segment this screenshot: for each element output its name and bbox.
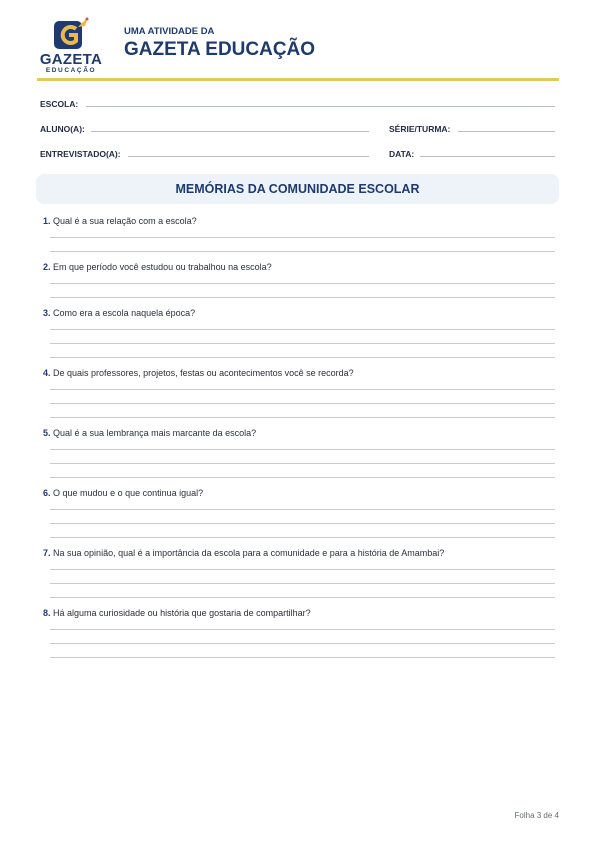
answer-line[interactable]: [50, 357, 555, 358]
question-text: Há alguma curiosidade ou história que gostaria de compartilhar?: [53, 608, 311, 618]
serie-field[interactable]: [458, 131, 555, 132]
answer-line[interactable]: [50, 297, 555, 298]
escola-field[interactable]: [86, 106, 555, 107]
page-number: Folha 3 de 4: [514, 811, 559, 820]
question-3: [43, 308, 559, 318]
answer-line[interactable]: [50, 343, 555, 344]
question-text: O que mudou e o que continua igual?: [53, 488, 204, 498]
question-number: 8.: [43, 608, 51, 618]
logo-wordmark: GAZETA: [39, 51, 103, 68]
g-rocket-icon: [52, 17, 92, 53]
section-banner: [36, 174, 559, 204]
answer-line[interactable]: [50, 329, 555, 330]
answer-line[interactable]: [50, 597, 555, 598]
header-kicker: UMA ATIVIDADE DA: [124, 26, 215, 37]
question-5: [43, 428, 559, 438]
answer-line[interactable]: [50, 629, 555, 630]
answer-line[interactable]: [50, 583, 555, 584]
answer-line[interactable]: [50, 477, 555, 478]
answer-line[interactable]: [50, 537, 555, 538]
answer-line[interactable]: [50, 417, 555, 418]
answer-line[interactable]: [50, 251, 555, 252]
question-number: 2.: [43, 262, 51, 272]
question-text: Na sua opinião, qual é a importância da escola para a comunidade e para a história de Amambai?: [53, 548, 445, 558]
answer-line[interactable]: [50, 643, 555, 644]
answer-line[interactable]: [50, 449, 555, 450]
data-field[interactable]: [420, 156, 555, 157]
question-number: 4.: [43, 368, 51, 378]
answer-line[interactable]: [50, 569, 555, 570]
serie-label: SÉRIE/TURMA:: [389, 124, 451, 134]
question-number: 6.: [43, 488, 51, 498]
gazeta-logo: [38, 17, 106, 75]
question-text: Como era a escola naquela época?: [53, 308, 196, 318]
page-title: GAZETA EDUCAÇÃO: [124, 39, 316, 60]
question-2: [43, 262, 559, 272]
entrevistado-label: ENTREVISTADO(A):: [40, 149, 121, 159]
question-6: [43, 488, 559, 498]
question-1: [43, 216, 559, 226]
answer-line[interactable]: [50, 523, 555, 524]
question-4: [43, 368, 559, 378]
question-number: 7.: [43, 548, 51, 558]
question-7: [43, 548, 559, 558]
entrevistado-field[interactable]: [128, 156, 369, 157]
answer-line[interactable]: [50, 463, 555, 464]
question-text: Qual é a sua lembrança mais marcante da escola?: [53, 428, 257, 438]
answer-line[interactable]: [50, 237, 555, 238]
question-text: Em que período você estudou ou trabalhou na escola?: [53, 262, 272, 272]
header-divider: [37, 78, 559, 81]
aluno-field[interactable]: [91, 131, 369, 132]
question-text: De quais professores, projetos, festas ou acontecimentos você se recorda?: [53, 368, 354, 378]
question-number: 3.: [43, 308, 51, 318]
data-label: DATA:: [389, 149, 415, 159]
aluno-label: ALUNO(A):: [40, 124, 85, 134]
question-8: [43, 608, 559, 618]
question-number: 5.: [43, 428, 51, 438]
answer-line[interactable]: [50, 283, 555, 284]
escola-label: ESCOLA:: [40, 99, 79, 109]
question-text: Qual é a sua relação com a escola?: [53, 216, 197, 226]
answer-line[interactable]: [50, 389, 555, 390]
question-number: 1.: [43, 216, 51, 226]
answer-line[interactable]: [50, 657, 555, 658]
section-title: MEMÓRIAS DA COMUNIDADE ESCOLAR: [175, 182, 420, 196]
answer-line[interactable]: [50, 509, 555, 510]
answer-line[interactable]: [50, 403, 555, 404]
logo-subtitle: EDUCAÇÃO: [45, 67, 97, 74]
